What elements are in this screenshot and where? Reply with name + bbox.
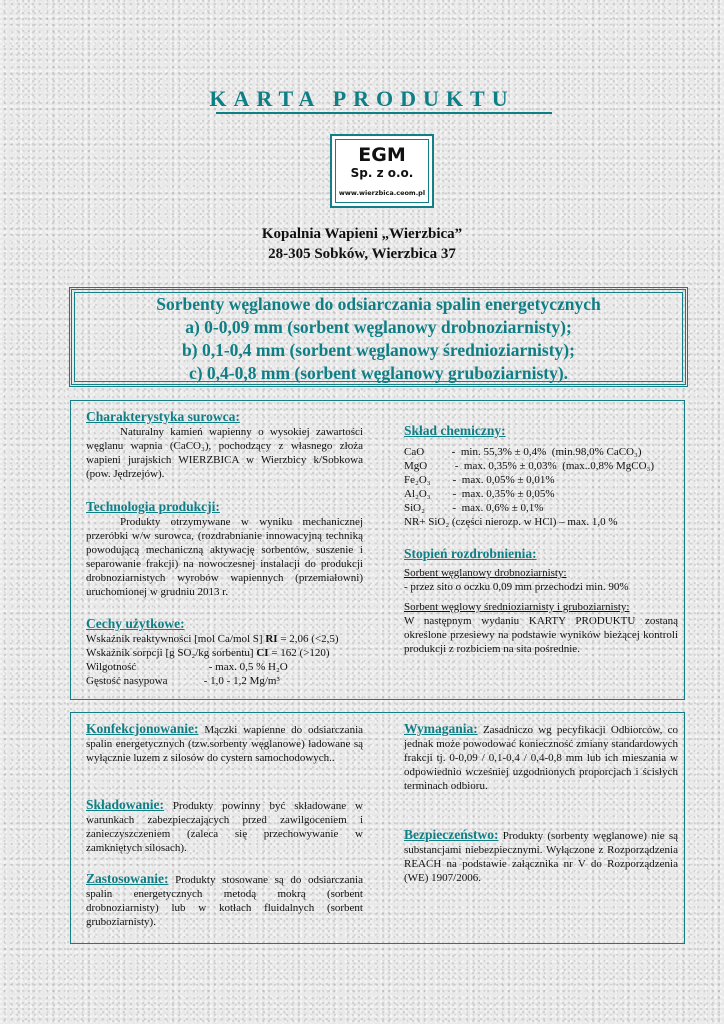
requirements-section <box>404 722 678 793</box>
company-name: Kopalnia Wapieni „Wierzbica” <box>261 226 463 242</box>
usage-reactivity: Wskaźnik reaktywności [mol Ca/mol S] RI = 2,06 (<2,5) <box>86 633 339 645</box>
title-underline <box>216 112 552 114</box>
technology-text: Produkty otrzymywane w wyniku mechanicznej przeróbki w/w surowca, (rozdrabnianie innowacyjną techniką powodującą mechaniczną aktywację sorbentów, suszenie i separowanie frakcji) na nowoczesnej instalacji do produkcji drobnoziarnistych wyrobów wapiennych (przemiałowni) uruchomionej w grudniu 2013 r. <box>86 516 363 598</box>
safety-section <box>404 828 678 885</box>
document-title: KARTA PRODUKTU <box>209 86 515 111</box>
grinding-fine-text: - przez sito o oczku 0,09 mm przechodzi min. 90% <box>404 581 629 593</box>
product-variant-b: b) 0,1-0,4 mm (sorbent węglanowy średnioziarnisty); <box>182 340 575 360</box>
logo-subtitle: Sp. z o.o. <box>350 166 414 180</box>
storage-text: Produkty powinny być składowane w warunkach zabezpieczających przed zawilgoceniem i zanieczyszczeniem (zaleca się przechowywanie w zamkniętych silosach). <box>86 800 363 854</box>
product-variant-c: c) 0,4-0,8 mm (sorbent węglanowy gruboziarnisty). <box>188 363 569 383</box>
characteristics-text: Naturalny kamień wapienny o wysokiej zawartości węglanu wapnia (CaCO₃), pochodzący z własnego złoża wapieni jurajskich WIERZBICA w Wierzbicy k/Sobkowa (pow. Jędrzejów). <box>86 426 363 480</box>
characteristics-heading: Charakterystyka surowca: <box>86 409 240 424</box>
grinding-section <box>404 546 678 656</box>
packaging-section <box>86 722 363 765</box>
packaging-heading: Konfekcjonowanie: <box>86 721 199 736</box>
chemistry-row: Fe₂O₃ - max. 0,05% ± 0,01% <box>404 474 555 486</box>
packaging-text: Mączki wapienne do odsiarczania spalin energetycznych (tzw.sorbenty węglanowe) ładowane są wyłącznie luzem z silosów do cystern samochodowych.. <box>86 724 364 764</box>
company-info <box>0 224 724 264</box>
grinding-fine-title: Sorbent węglanowy drobnoziarnisty: <box>404 567 567 579</box>
requirements-heading: Wymagania: <box>404 721 478 736</box>
usage-moisture: Wilgotność - max. 0,5 % H₂O <box>86 661 288 673</box>
product-title: Sorbenty węglanowe do odsiarczania spalin energetycznych <box>156 294 601 314</box>
characteristics-section <box>86 409 363 481</box>
application-section <box>86 872 363 929</box>
technology-section <box>86 499 363 599</box>
logo-name: EGM <box>358 144 406 166</box>
grinding-coarse-title: Sorbent węglowy średnioziarnisty i gruboziarnisty: <box>404 601 630 613</box>
usage-section <box>86 616 363 688</box>
chemistry-row: Al₂O₃ - max. 0,35% ± 0,05% <box>404 488 555 500</box>
requirements-text: Zasadniczo wg pecyfikacji Odbiorców, co jednak może powodować konieczność zmiany standardowych frakcji tj. 0-0,09 / 0,1-0,4 / 0,4-0,8 mm lub ich mieszania w odpowiednio wcześniej uzgodnionych proporcjach i ścisłych terminach odbioru. <box>404 724 678 792</box>
company-logo <box>330 134 434 208</box>
product-heading <box>69 293 688 385</box>
storage-heading: Składowanie: <box>86 797 165 812</box>
chemistry-row: NR+ SiO₂ (części nierozp. w HCl) – max. 1,0 % <box>404 516 618 528</box>
application-heading: Zastosowanie: <box>86 871 169 886</box>
company-address: 28-305 Sobków, Wierzbica 37 <box>268 246 456 262</box>
application-text: Produkty stosowane są do odsiarczania spalin energetycznych metodą mokrą (sorbent drobnoziarnisty) lub w kotłach fluidalnych (sorbent gruboziarnisty). <box>86 874 364 928</box>
grinding-heading: Stopień rozdrobnienia: <box>404 546 537 561</box>
storage-section <box>86 798 363 855</box>
usage-heading: Cechy użytkowe: <box>86 616 185 631</box>
chemistry-heading: Skład chemiczny: <box>404 423 506 438</box>
grinding-coarse-text: W następnym wydaniu KARTY PRODUKTU zostaną określone przesiewy na podstawie wyników bieżącej kontroli produkcji z rozbiciem na sita pośrednie. <box>404 615 678 655</box>
chemistry-section <box>404 423 678 529</box>
safety-heading: Bezpieczeństwo: <box>404 827 499 842</box>
technology-heading: Technologia produkcji: <box>86 499 220 514</box>
logo-url: www.wierzbica.ceom.pl <box>338 189 426 197</box>
usage-sorption: Wskaźnik sorpcji [g SO₂/kg sorbentu] CI = 162 (>120) <box>86 647 330 659</box>
chemistry-row: MgO - max. 0,35% ± 0,03% (max..0,8% MgCO₃) <box>404 460 655 472</box>
product-variant-a: a) 0-0,09 mm (sorbent węglanowy drobnoziarnisty); <box>185 317 572 337</box>
usage-density: Gęstość nasypowa - 1,0 - 1,2 Mg/m³ <box>86 675 280 687</box>
chemistry-row: SiO₂ - max. 0,6% ± 0,1% <box>404 502 544 514</box>
safety-text: Produkty (sorbenty węglanowe) nie są substancjami niebezpiecznymi. Wyłączone z Rozporządzenia REACH na podstawie załącznika nr V do Rozporządzenia (WE) 1907/2006. <box>404 830 678 884</box>
chemistry-row: CaO - min. 55,3% ± 0,4% (min.98,0% CaCO₃) <box>404 446 642 458</box>
